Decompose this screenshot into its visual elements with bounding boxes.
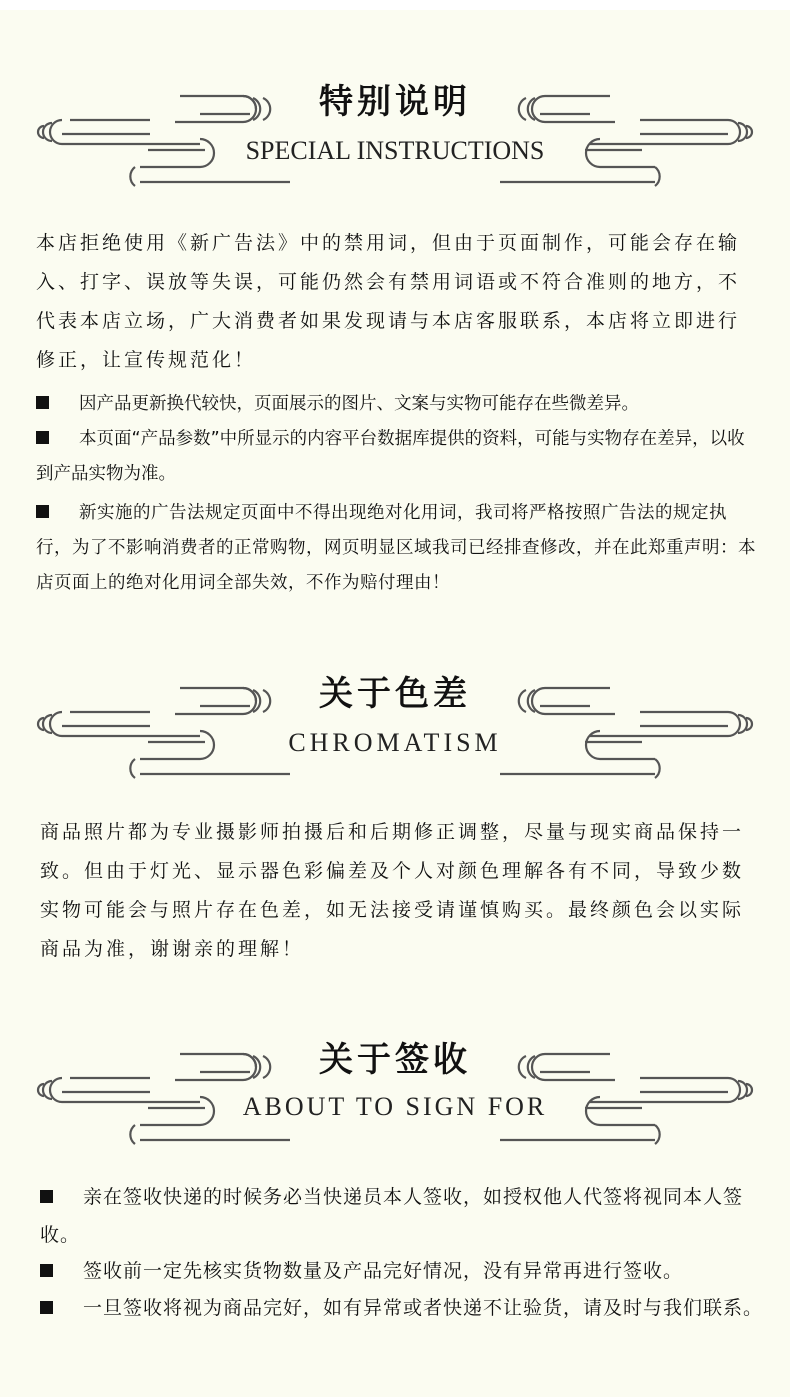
section-header-chromatism: [0, 670, 790, 780]
section-header-sign-for: [0, 1036, 790, 1146]
square-bullet-icon: [36, 396, 49, 409]
list-item-text: 新实施的广告法规定页面中不得出现绝对化用词，我司将严格按照广告法的规定执行，为了不影响消费者的正常购物，网页明显区域我司已经排查修改，并在此郑重声明：本店页面上的绝对化用词全部失效，不作为赔付理由！: [36, 503, 756, 593]
list-item-text: 亲在签收快递的时候务必当快递员本人签收，如授权他人代签将视同本人签收。: [40, 1186, 744, 1246]
section-subtitle: CHROMATISM: [288, 728, 502, 757]
list-item-text: 签收前一定先核实货物数量及产品完好情况，没有异常再进行签收。: [83, 1260, 684, 1282]
section-title: 关于签收: [319, 1040, 471, 1080]
list-item: [40, 1252, 766, 1290]
square-bullet-icon: [36, 505, 49, 518]
list-item: [36, 387, 758, 422]
square-bullet-icon: [40, 1190, 53, 1203]
chromatism-paragraph: 商品照片都为专业摄影师拍摄后和后期修正调整，尽量与现实商品保持一致。但由于灯光、显示器色彩偏差及个人对颜色理解各有不同，导致少数实物可能会与照片存在色差，如无法接受请谨慎购买。最终颜色会以实际商品为准，谢谢亲的理解！: [40, 821, 745, 960]
square-bullet-icon: [40, 1264, 53, 1277]
list-item-text: 一旦签收将视为商品完好，如有异常或者快递不让验货，请及时与我们联系。: [83, 1297, 764, 1319]
disclaimer-paragraph: 本店拒绝使用《新广告法》中的禁用词，但由于页面制作，可能会存在输入、打字、误放等失误，可能仍然会有禁用词语或不符合准则的地方，不代表本店立场，广大消费者如果发现请与本店客服联系，本店将立即进行修正，让宣传规范化！: [36, 232, 741, 371]
section-title: 特别说明: [319, 82, 471, 122]
top-strip: [0, 0, 790, 10]
list-item-text: 本页面“产品参数”中所显示的内容平台数据库提供的资料，可能与实物存在差异，以收到产品实物为准。: [36, 429, 745, 484]
section-subtitle: ABOUT TO SIGN FOR: [242, 1092, 548, 1121]
list-item-text: 因产品更新换代较快，页面展示的图片、文案与实物可能存在些微差异。: [79, 394, 639, 414]
square-bullet-icon: [36, 431, 49, 444]
section-subtitle: SPECIAL INSTRUCTIONS: [245, 136, 545, 165]
list-item: [40, 1289, 766, 1327]
section-header-special-instructions: [0, 78, 790, 188]
list-item: [36, 422, 758, 492]
section-title: 关于色差: [319, 674, 471, 714]
square-bullet-icon: [40, 1301, 53, 1314]
list-item: [36, 496, 758, 601]
list-item: [40, 1178, 766, 1254]
